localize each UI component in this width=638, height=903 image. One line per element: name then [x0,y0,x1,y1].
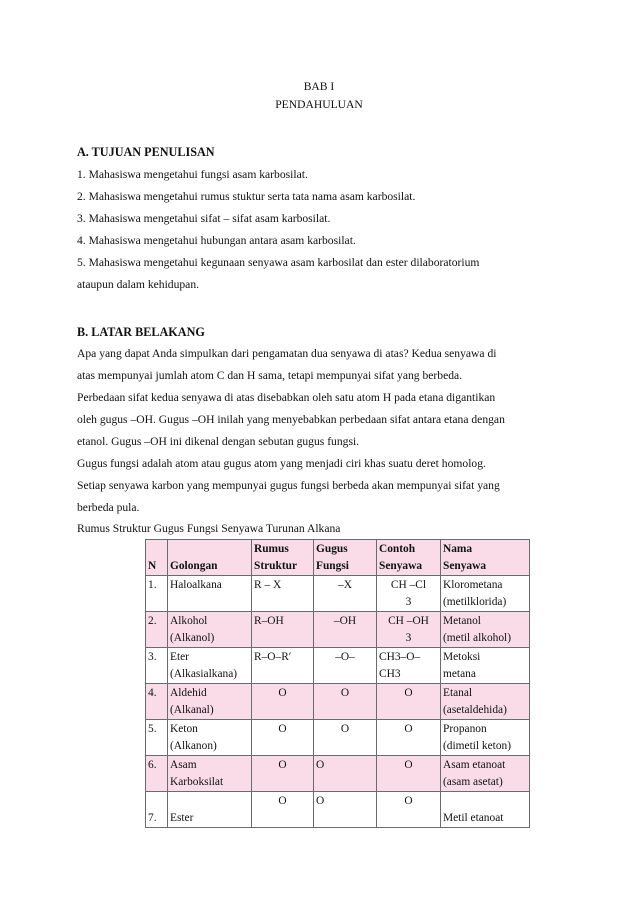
table-row [146,684,530,720]
cell-contoh-senyawa: CH –OH 3 [377,612,441,648]
paragraph-line: etanol. Gugus –OH ini dikenal dengan sebutan gugus fungsi. [77,435,360,448]
table-header-row [146,540,530,576]
cell-rumus-struktur: R–O–R′ [252,648,314,684]
header-golongan: Golongan [168,540,252,576]
cell-contoh-senyawa: CH –Cl 3 [377,576,441,612]
cell-contoh-senyawa: O [377,684,441,720]
cell-nama-senyawa: Metil etanoat [441,792,530,828]
paragraph-line: berbeda pula. [77,501,140,514]
cell-contoh-senyawa: O [377,720,441,756]
objective-item-4: 4. Mahasiswa mengetahui hubungan antara asam karbosilat. [77,234,356,247]
header-gugus-fungsi: Gugus Fungsi [314,540,377,576]
paragraph-line: Perbedaan sifat kedua senyawa di atas disebabkan oleh satu atom H pada etana digantikan [77,391,496,404]
cell-gugus-fungsi: O [314,756,377,792]
objective-item-2: 2. Mahasiswa mengetahui rumus stuktur serta tata nama asam karbosilat. [77,190,416,203]
paragraph-line: Gugus fungsi adalah atom atau gugus atom yang menjadi ciri khas suatu deret homolog. [77,457,486,470]
table-row [146,576,530,612]
cell-nama-senyawa: Propanon (dimetil keton) [441,720,530,756]
cell-contoh-senyawa: CH3–O– CH3 [377,648,441,684]
cell-rumus-struktur: R – X [252,576,314,612]
paragraph-line: oleh gugus –OH. Gugus –OH inilah yang menyebabkan perbedaan sifat antara etana dengan [77,413,505,426]
cell-golongan: Alkohol (Alkanol) [168,612,252,648]
cell-nama-senyawa: Etanal (asetaldehida) [441,684,530,720]
cell-rumus-struktur: O [252,720,314,756]
table-caption: Rumus Struktur Gugus Fungsi Senyawa Turunan Alkana [77,522,341,535]
cell-no: 2. [146,612,168,648]
cell-golongan: Haloalkana [168,576,252,612]
table-row [146,612,530,648]
cell-no: 4. [146,684,168,720]
cell-golongan: Ester [168,792,252,828]
paragraph-line: atas mempunyai jumlah atom C dan H sama, tetapi mempunyai sifat yang berbeda. [77,369,463,382]
header-rumus-struktur: Rumus Struktur [252,540,314,576]
section-a-heading: A. TUJUAN PENULISAN [77,145,215,159]
section-b-heading: B. LATAR BELAKANG [77,325,205,339]
cell-contoh-senyawa: O [377,792,441,828]
cell-nama-senyawa: Klorometana (metilklorida) [441,576,530,612]
cell-gugus-fungsi: O [314,720,377,756]
cell-no: 1. [146,576,168,612]
table-row [146,648,530,684]
objective-item-1: 1. Mahasiswa mengetahui fungsi asam karbosilat. [77,168,308,181]
cell-golongan: Keton (Alkanon) [168,720,252,756]
cell-golongan: Aldehid (Alkanal) [168,684,252,720]
chapter-label: BAB I [303,80,335,93]
cell-no: 6. [146,756,168,792]
chapter-title: PENDAHULUAN [275,98,363,111]
table-row [146,756,530,792]
table-body [146,576,530,828]
cell-no: 5. [146,720,168,756]
cell-rumus-struktur: O [252,792,314,828]
cell-no: 7. [146,792,168,828]
cell-gugus-fungsi: –X [314,576,377,612]
cell-golongan: Asam Karboksilat [168,756,252,792]
cell-nama-senyawa: Metanol (metil alkohol) [441,612,530,648]
cell-no: 3. [146,648,168,684]
table-row [146,792,530,828]
cell-gugus-fungsi: O [314,684,377,720]
paragraph-line: Apa yang dapat Anda simpulkan dari pengamatan dua senyawa di atas? Kedua senyawa di [77,347,497,360]
functional-group-table [145,539,530,828]
paragraph-line: Setiap senyawa karbon yang mempunyai gugus fungsi berbeda akan mempunyai sifat yang [77,479,500,492]
header-no: N [146,540,168,576]
cell-gugus-fungsi: O [314,792,377,828]
cell-gugus-fungsi: –OH [314,612,377,648]
header-contoh-senyawa: Contoh Senyawa [377,540,441,576]
cell-rumus-struktur: O [252,756,314,792]
objective-item-3: 3. Mahasiswa mengetahui sifat – sifat asam karbosilat. [77,212,331,225]
cell-golongan: Eter (Alkasialkana) [168,648,252,684]
objective-item-5-continued: ataupun dalam kehidupan. [77,278,200,291]
table-row [146,720,530,756]
cell-contoh-senyawa: O [377,756,441,792]
cell-nama-senyawa: Asam etanoat (asam asetat) [441,756,530,792]
cell-rumus-struktur: R–OH [252,612,314,648]
header-nama-senyawa: Nama Senyawa [441,540,530,576]
cell-gugus-fungsi: –O– [314,648,377,684]
cell-nama-senyawa: Metoksi metana [441,648,530,684]
objective-item-5: 5. Mahasiswa mengetahui kegunaan senyawa asam karbosilat dan ester dilaboratorium [77,256,480,269]
cell-rumus-struktur: O [252,684,314,720]
